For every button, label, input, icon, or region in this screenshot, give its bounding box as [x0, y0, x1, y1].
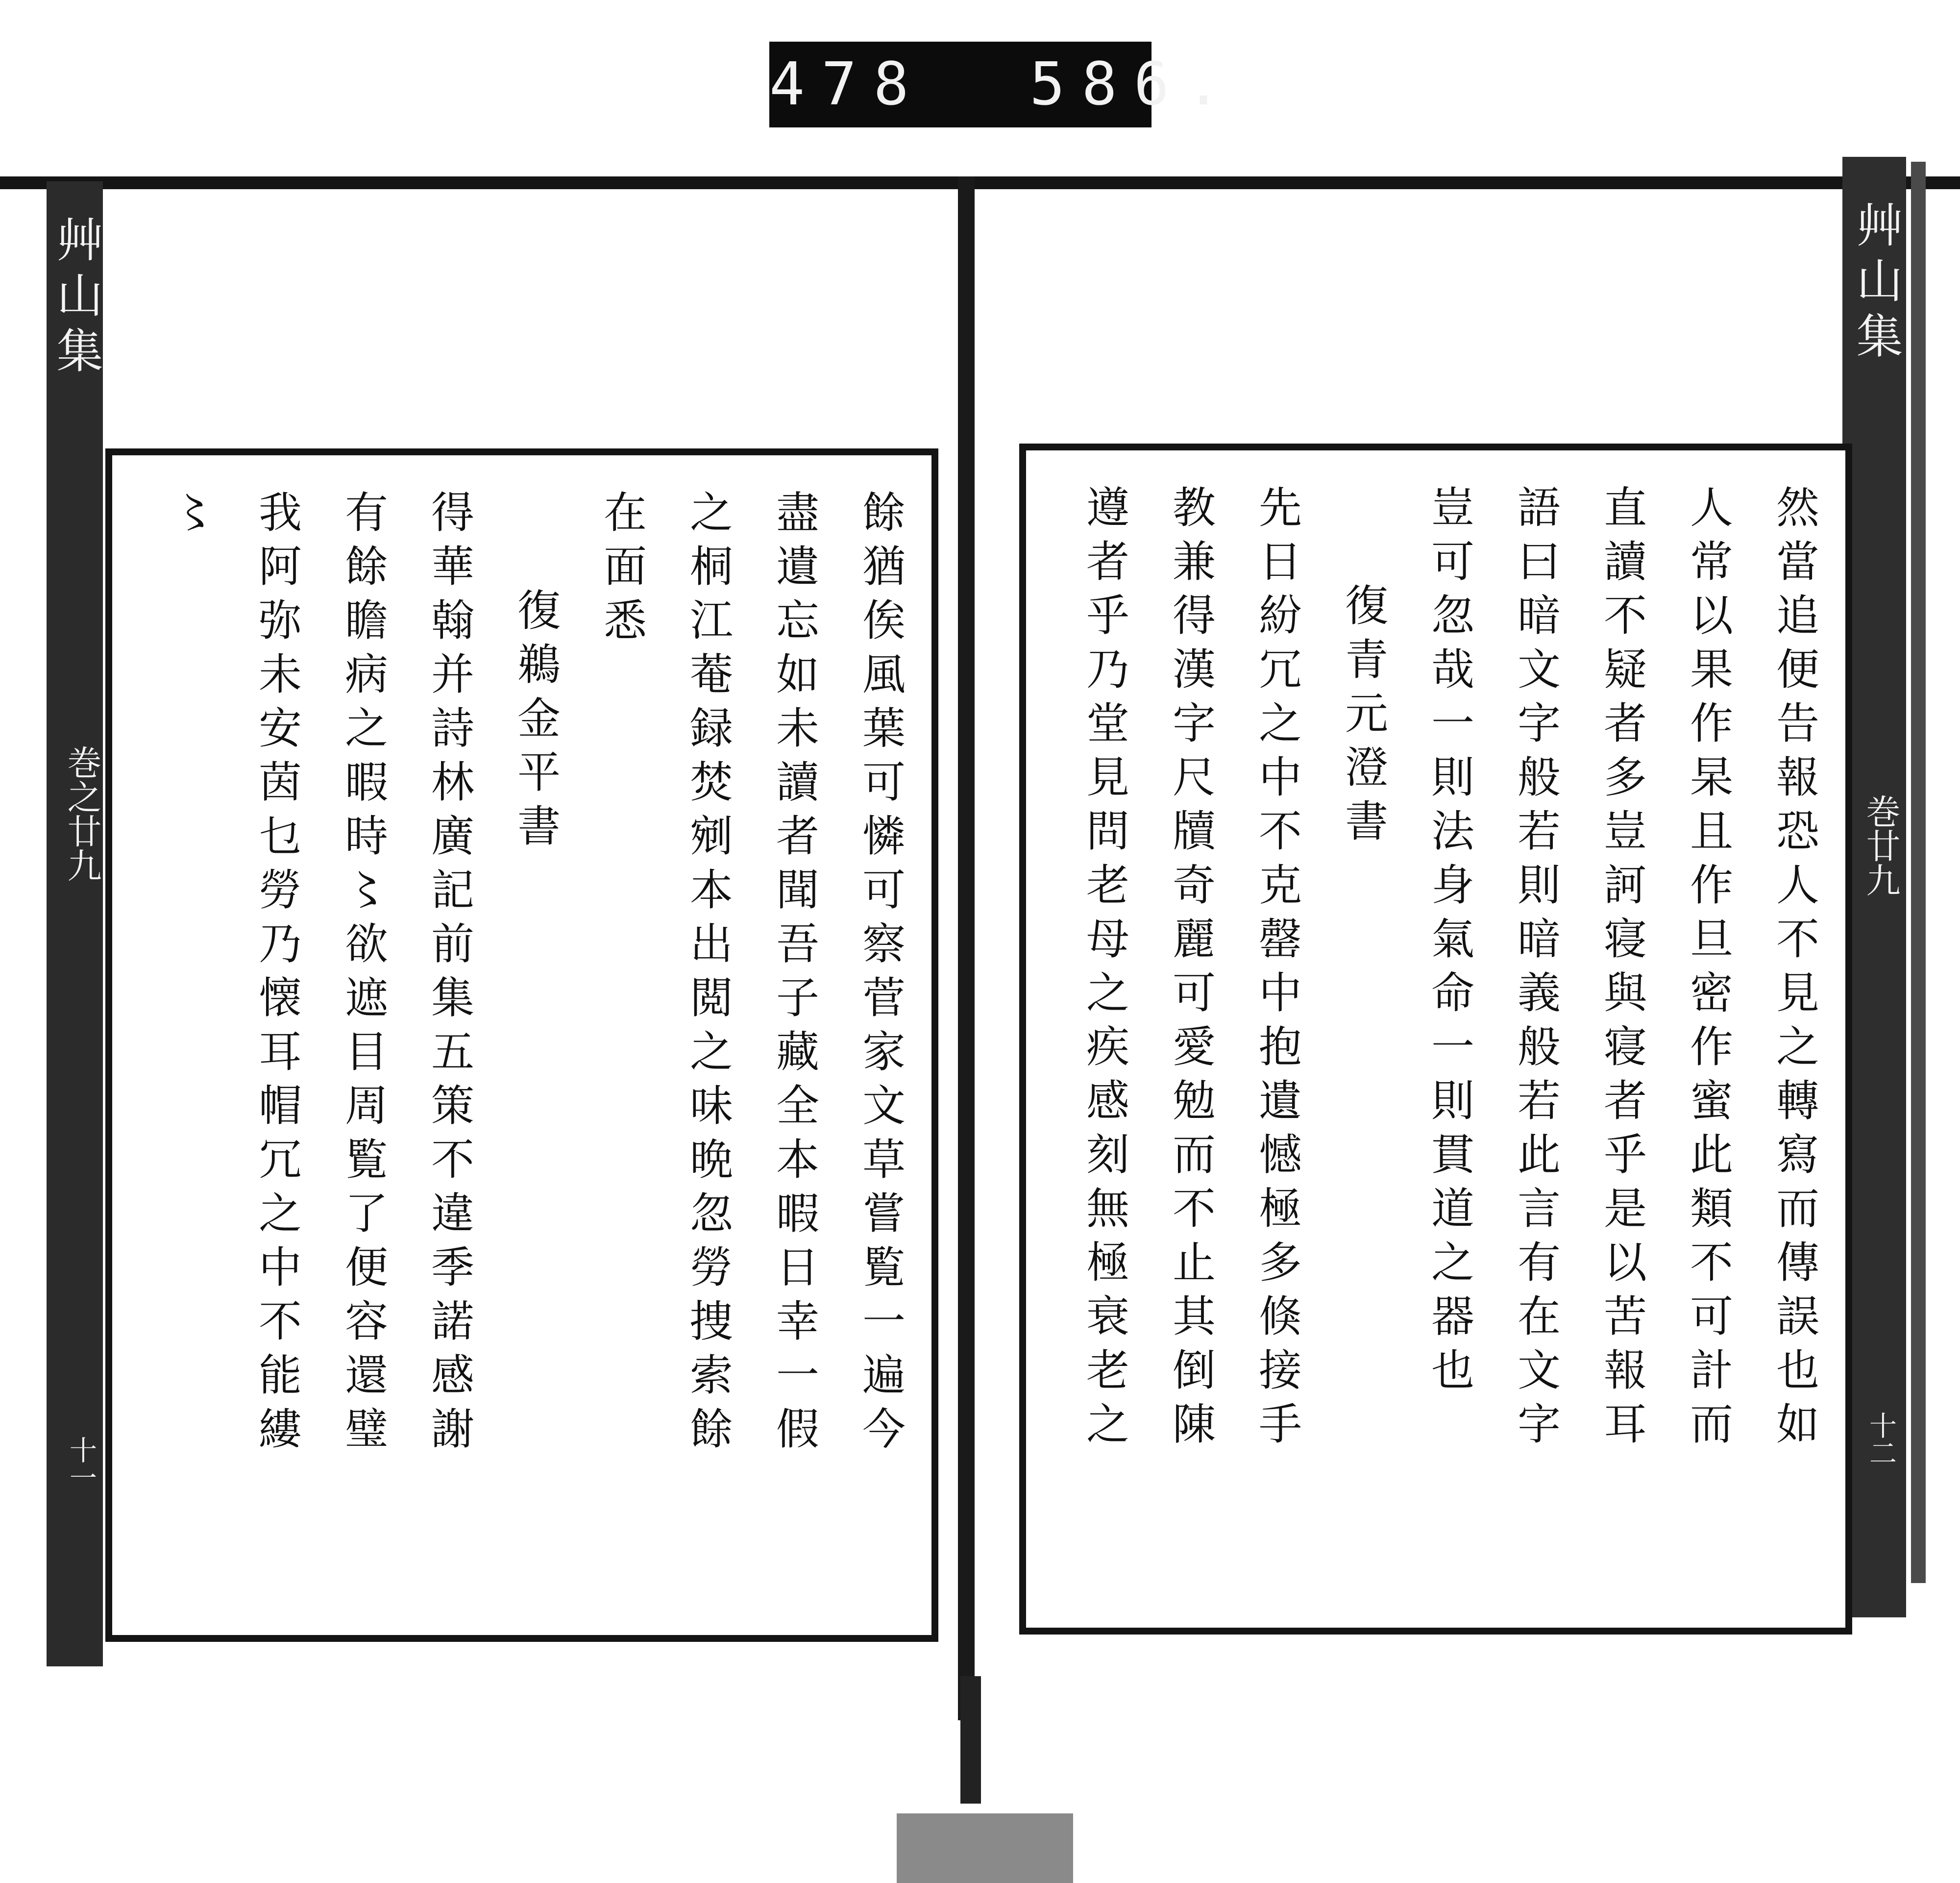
center-gutter — [958, 176, 975, 1720]
top-rule — [0, 176, 1960, 189]
right-spine-title: 艸山集 — [1849, 201, 1903, 367]
text-column: 〻 — [166, 490, 216, 544]
letter-heading: 復青元澄書 — [1338, 583, 1389, 852]
bottom-tag — [897, 1813, 1073, 1883]
text-column: 語曰暗文字般若則暗義般若此言有在文字 — [1511, 485, 1561, 1455]
text-column: 豈可忽哉一則法身氣命一則貫道之器也 — [1424, 485, 1475, 1401]
text-column: 在面悉 — [597, 490, 647, 651]
text-column: 餘猶俟風葉可憐可察菅家文草嘗覧一遍今 — [856, 490, 906, 1460]
text-column: 盡遺忘如未讀者聞吾子藏全本暇日幸一假 — [769, 490, 820, 1460]
gutter-tab — [960, 1676, 981, 1804]
left-page-frame — [105, 448, 938, 1642]
right-spine-page: 十二 — [1865, 1412, 1897, 1466]
text-column: 有餘瞻病之暇時〻欲遮目周覧了便容還璧 — [338, 490, 389, 1460]
text-column: 之桐江菴録焚剜本出閲之味晩忽勞捜索餘 — [683, 490, 734, 1460]
left-spine-title: 艸山集 — [49, 216, 103, 382]
text-column: 我阿弥未安茵乜勞乃懐耳帽冗之中不能縷 — [252, 490, 302, 1460]
left-spine-page: 十一 — [65, 1436, 97, 1491]
text-column: 教兼得漢字尺牘奇麗可愛勉而不止其倒陳 — [1166, 485, 1216, 1455]
letter-heading: 復鵜金平書 — [511, 588, 561, 857]
text-column: 人常以果作杲且作旦密作蜜此類不可計而 — [1683, 485, 1734, 1455]
catalog-label: 478 586. — [769, 42, 1152, 127]
left-spine — [47, 181, 103, 1666]
text-column: 直讀不疑者多豈訶寝與寝者乎是以苦報耳 — [1597, 485, 1647, 1455]
text-column: 得華翰并詩林廣記前集五策不違季諾感謝 — [424, 490, 475, 1460]
text-column: 先日紛冗之中不克罄中抱遺憾極多倏接手 — [1252, 485, 1302, 1455]
text-column: 遵者乎乃堂見問老母之疾感刻無極衰老之 — [1079, 485, 1130, 1455]
text-column: 然當追便告報恐人不見之轉寫而傳誤也如 — [1769, 485, 1820, 1455]
right-page-edge — [1911, 162, 1926, 1583]
right-page-frame — [1019, 444, 1852, 1635]
left-spine-volume: 巻之廿九 — [62, 745, 102, 882]
right-spine-volume: 巻廿九 — [1861, 794, 1901, 897]
